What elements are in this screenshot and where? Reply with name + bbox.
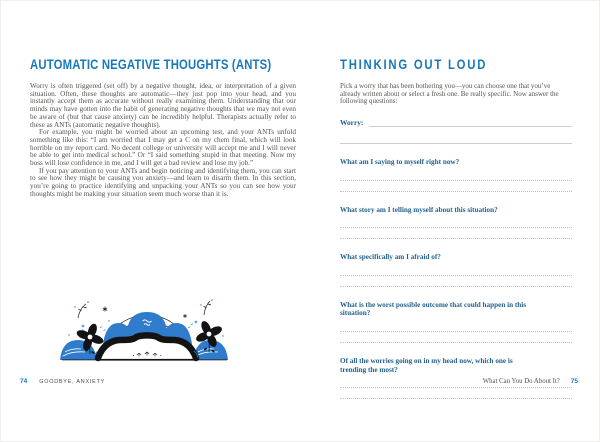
footer-right	[483, 378, 578, 385]
running-title-right: What Can You Do About It?	[482, 378, 560, 385]
sprig-top-left	[74, 301, 89, 318]
answer-line	[340, 321, 572, 332]
star-blue-left	[82, 325, 85, 328]
star-black-left	[103, 307, 107, 312]
body-paragraphs	[30, 83, 296, 199]
page-right	[340, 58, 572, 399]
star-black-right	[183, 314, 186, 318]
paragraph: For example, you might be worried about an upcoming test, and your ANTs unfold something like this: “I am worried that I may get a C on my chem final, which will look horrible on my report card. No decent college or university will accept me and I will never be able to get into medical school.” Or “I said something stupid in that meeting. Now my boss will lose confidence in me, and I will get a bad review and lose my job.”	[30, 128, 296, 168]
answer-line	[340, 265, 572, 276]
question-label: Of all the worries going on in my head now, which one is trending the most?	[340, 357, 513, 374]
question-label: What is the worst possible outcome that could happen in this situation?	[340, 300, 527, 318]
answer-line	[340, 170, 572, 181]
answer-line	[340, 388, 572, 399]
worry-answer-line-2	[340, 127, 572, 144]
paragraph: Worry is often triggered (set off) by a negative thought, idea, or interpretation of a given situation. Often, these thoughts are automatic—they just pop into your head, and you instantly accept them as accurate without really examining them. Understanding that our minds may have gotten into the habit of generating negative thoughts that we may not even be aware of (but that cause anxiety) can be incredibly helpful. Therapists actually refer to these as ANTs (automatic negative thoughts).	[30, 82, 296, 129]
worry-answer-line	[369, 119, 572, 127]
paragraph: If you pay attention to your ANTs and begin noticing and identifying them, you can start to see how they might be causing you anxiety—and learn to disarm them. In this section, you’re going to practice identifying and unpacking your ANTs so you can see how your thoughts might be making your situation seem much worse than it is.	[30, 166, 296, 198]
page-left	[30, 58, 296, 199]
section-heading: AUTOMATIC NEGATIVE THOUGHTS (ANTS)	[30, 57, 272, 72]
running-title-left: GOODBYE, ANXIETY	[39, 379, 106, 385]
baseline-center	[96, 359, 194, 361]
illustration-abstract-garden	[57, 294, 233, 366]
question-label: What specifically am I afraid of?	[340, 253, 441, 262]
answer-line	[340, 332, 572, 343]
worry-row	[340, 117, 572, 127]
garden-illustration-svg	[57, 294, 233, 366]
question-block	[340, 158, 572, 192]
questions-list	[340, 158, 572, 399]
question-block	[340, 206, 572, 240]
exercise-heading: THINKING OUT LOUD	[340, 57, 488, 72]
question-label: What am I saying to myself right now?	[340, 158, 460, 167]
question-block	[340, 253, 572, 287]
footer-left	[20, 378, 105, 385]
answer-line	[340, 228, 572, 239]
question-label: What story am I telling myself about this situation?	[340, 205, 498, 214]
page-number-left: 74	[20, 378, 28, 385]
answer-line	[340, 276, 572, 287]
question-block	[340, 301, 572, 343]
star-blue-right	[195, 321, 198, 324]
exercise-intro: Pick a worry that has been bothering you—you can choose one that you’ve already written about or select a fresh one. Be really specific. Now answer the following questions:	[340, 82, 559, 106]
page-number-right: 75	[570, 378, 578, 385]
sprig-top-right	[200, 299, 213, 315]
worry-label: Worry:	[340, 118, 364, 128]
answer-line	[340, 217, 572, 228]
answer-line	[340, 181, 572, 192]
